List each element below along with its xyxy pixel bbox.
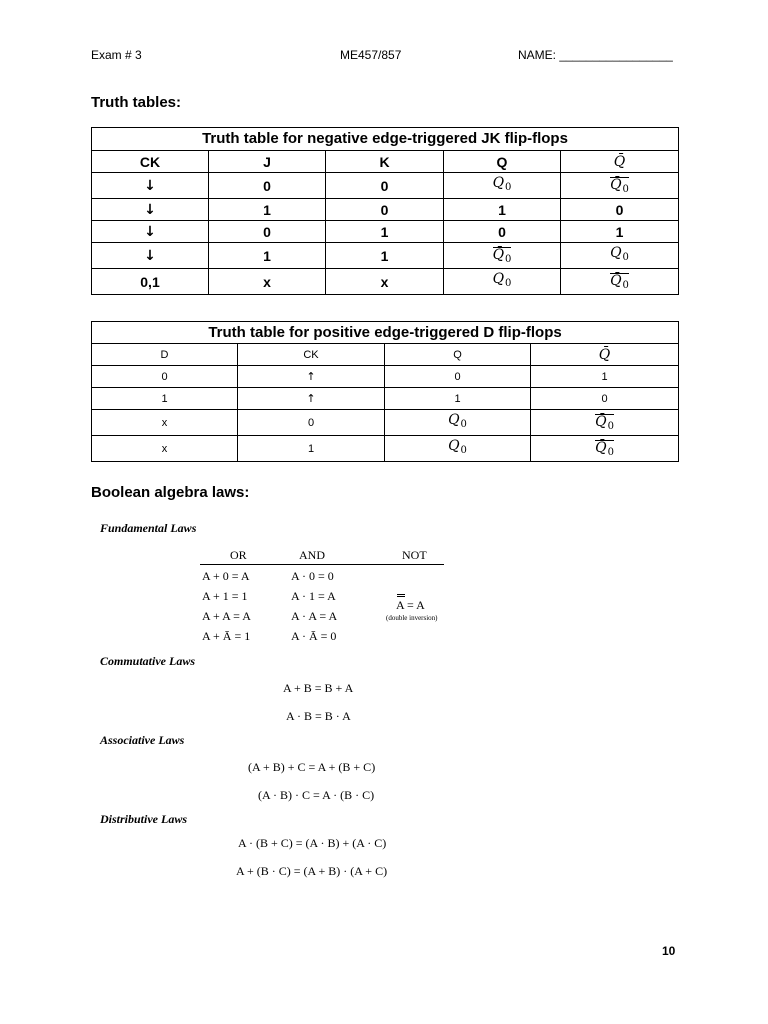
- d-cell-r2c2: ↑: [238, 388, 385, 410]
- d-cell-r4c3: [385, 436, 531, 462]
- q-zero-bar-symbol: $Q̄_0$: [595, 413, 614, 432]
- jk-cell-r4c4: [444, 243, 561, 269]
- jk-cell-r3c5: 1: [561, 221, 679, 243]
- boolean-laws-title: Boolean algebra laws:: [91, 484, 250, 501]
- distributive-laws-heading: Distributive Laws: [100, 812, 188, 826]
- jk-cell-r4c2: 1: [209, 243, 326, 269]
- table-row: [92, 221, 679, 243]
- jk-cell-r1c5: [561, 173, 679, 199]
- jk-cell-r4c5: [561, 243, 679, 269]
- d-cell-r3c4: [531, 410, 679, 436]
- jk-cell-r4c3: 1: [326, 243, 444, 269]
- double-inversion-note: (double inversion): [386, 614, 438, 622]
- jk-cell-r5c5: [561, 269, 679, 295]
- commutative-law-2: A · B = B · A: [286, 709, 351, 723]
- or-law-1: A + 0 = A: [202, 569, 250, 583]
- table-row: [92, 199, 679, 221]
- jk-cell-r1c2: 0: [209, 173, 326, 199]
- jk-cell-r1c1: ↓: [92, 173, 209, 199]
- d-truth-table: [91, 321, 679, 462]
- or-law-3: A + A = A: [202, 609, 251, 623]
- jk-cell-r4c1: ↓: [92, 243, 209, 269]
- jk-header-ck: CK: [92, 151, 209, 173]
- d-cell-r4c4: [531, 436, 679, 462]
- name-field-label: NAME: _________________: [518, 48, 673, 62]
- jk-cell-r2c1: ↓: [92, 199, 209, 221]
- not-law: A = A: [396, 598, 425, 612]
- d-cell-r3c2: 0: [238, 410, 385, 436]
- distributive-law-2: A + (B · C) = (A + B) · (A + C): [236, 864, 388, 878]
- q-zero-symbol: $Q_0$: [448, 438, 467, 456]
- d-cell-r4c2: 1: [238, 436, 385, 462]
- fundamental-header-rule: [200, 564, 444, 565]
- jk-header-qbar: Q̄: [561, 151, 679, 173]
- jk-cell-r3c4: 0: [444, 221, 561, 243]
- jk-table-header-row: [92, 151, 679, 173]
- table-row: [92, 173, 679, 199]
- q-zero-symbol: $Q_0$: [448, 412, 467, 430]
- d-header-qbar: Q̄: [531, 344, 679, 366]
- d-cell-r2c1: 1: [92, 388, 238, 410]
- d-cell-r1c3: 0: [385, 366, 531, 388]
- table-row: [92, 410, 679, 436]
- and-law-2: A · 1 = A: [291, 589, 336, 603]
- jk-table-caption: Truth table for negative edge-triggered JK flip-flops: [92, 128, 679, 151]
- and-law-4: A · Ā = 0: [291, 629, 337, 643]
- jk-cell-r1c3: 0: [326, 173, 444, 199]
- or-law-4: A + Ā = 1: [202, 629, 251, 643]
- d-cell-r3c3: [385, 410, 531, 436]
- and-law-1: A · 0 = 0: [291, 569, 334, 583]
- table-row: [92, 436, 679, 462]
- q-zero-bar-symbol: $Q̄_0$: [610, 176, 629, 195]
- truth-tables-title: Truth tables:: [91, 94, 182, 111]
- jk-header-q: Q: [444, 151, 561, 173]
- table-row: [92, 269, 679, 295]
- and-law-3: A · A = A: [291, 609, 338, 623]
- jk-cell-r3c1: ↓: [92, 221, 209, 243]
- d-header-q: Q: [385, 344, 531, 366]
- associative-laws-heading: Associative Laws: [100, 733, 185, 747]
- d-cell-r2c3: 1: [385, 388, 531, 410]
- fundamental-laws-heading: Fundamental Laws: [100, 521, 197, 535]
- jk-cell-r2c3: 0: [326, 199, 444, 221]
- q-zero-symbol: $Q_0$: [492, 271, 512, 289]
- jk-cell-r1c4: [444, 173, 561, 199]
- d-cell-r4c1: x: [92, 436, 238, 462]
- or-column-heading: OR: [230, 548, 247, 562]
- table-row: [92, 388, 679, 410]
- and-column-heading: AND: [299, 548, 325, 562]
- page-number: 10: [662, 944, 676, 958]
- table-row: [92, 243, 679, 269]
- double-bar-lower: [397, 596, 405, 597]
- d-table-caption: Truth table for positive edge-triggered D flip-flops: [92, 322, 679, 344]
- jk-cell-r3c2: 0: [209, 221, 326, 243]
- commutative-law-1: A + B = B + A: [283, 681, 354, 695]
- q-zero-symbol: $Q_0$: [610, 245, 629, 263]
- double-bar-upper: [397, 594, 405, 595]
- d-cell-r2c4: 0: [531, 388, 679, 410]
- jk-cell-r2c4: 1: [444, 199, 561, 221]
- associative-law-2: (A · B) · C = A · (B · C): [258, 788, 375, 802]
- d-cell-r3c1: x: [92, 410, 238, 436]
- d-header-ck: CK: [238, 344, 385, 366]
- q-zero-bar-symbol: $Q̄_0$: [595, 439, 614, 458]
- jk-cell-r5c3: x: [326, 269, 444, 295]
- jk-cell-r5c1: 0,1: [92, 269, 209, 295]
- jk-cell-r2c2: 1: [209, 199, 326, 221]
- q-zero-bar-symbol: $Q̄_0$: [492, 246, 512, 265]
- associative-law-1: (A + B) + C = A + (B + C): [248, 760, 376, 774]
- q-zero-symbol: $Q_0$: [492, 175, 512, 193]
- course-label: ME457/857: [340, 48, 402, 62]
- d-cell-r1c4: 1: [531, 366, 679, 388]
- d-table-header-row: [92, 344, 679, 366]
- exam-label: Exam # 3: [91, 48, 142, 62]
- commutative-laws-heading: Commutative Laws: [100, 654, 196, 668]
- table-row: [92, 366, 679, 388]
- q-zero-bar-symbol: $Q̄_0$: [610, 272, 629, 291]
- distributive-law-1: A · (B + C) = (A · B) + (A · C): [238, 836, 387, 850]
- or-law-2: A + 1 = 1: [202, 589, 248, 603]
- boolean-laws-figure: [96, 518, 458, 888]
- jk-cell-r5c4: [444, 269, 561, 295]
- jk-cell-r3c3: 1: [326, 221, 444, 243]
- d-cell-r1c2: ↑: [238, 366, 385, 388]
- jk-header-k: K: [326, 151, 444, 173]
- jk-header-j: J: [209, 151, 326, 173]
- jk-cell-r2c5: 0: [561, 199, 679, 221]
- jk-cell-r5c2: x: [209, 269, 326, 295]
- d-cell-r1c1: 0: [92, 366, 238, 388]
- jk-truth-table: [91, 127, 679, 295]
- d-header-d: D: [92, 344, 238, 366]
- not-column-heading: NOT: [402, 548, 427, 562]
